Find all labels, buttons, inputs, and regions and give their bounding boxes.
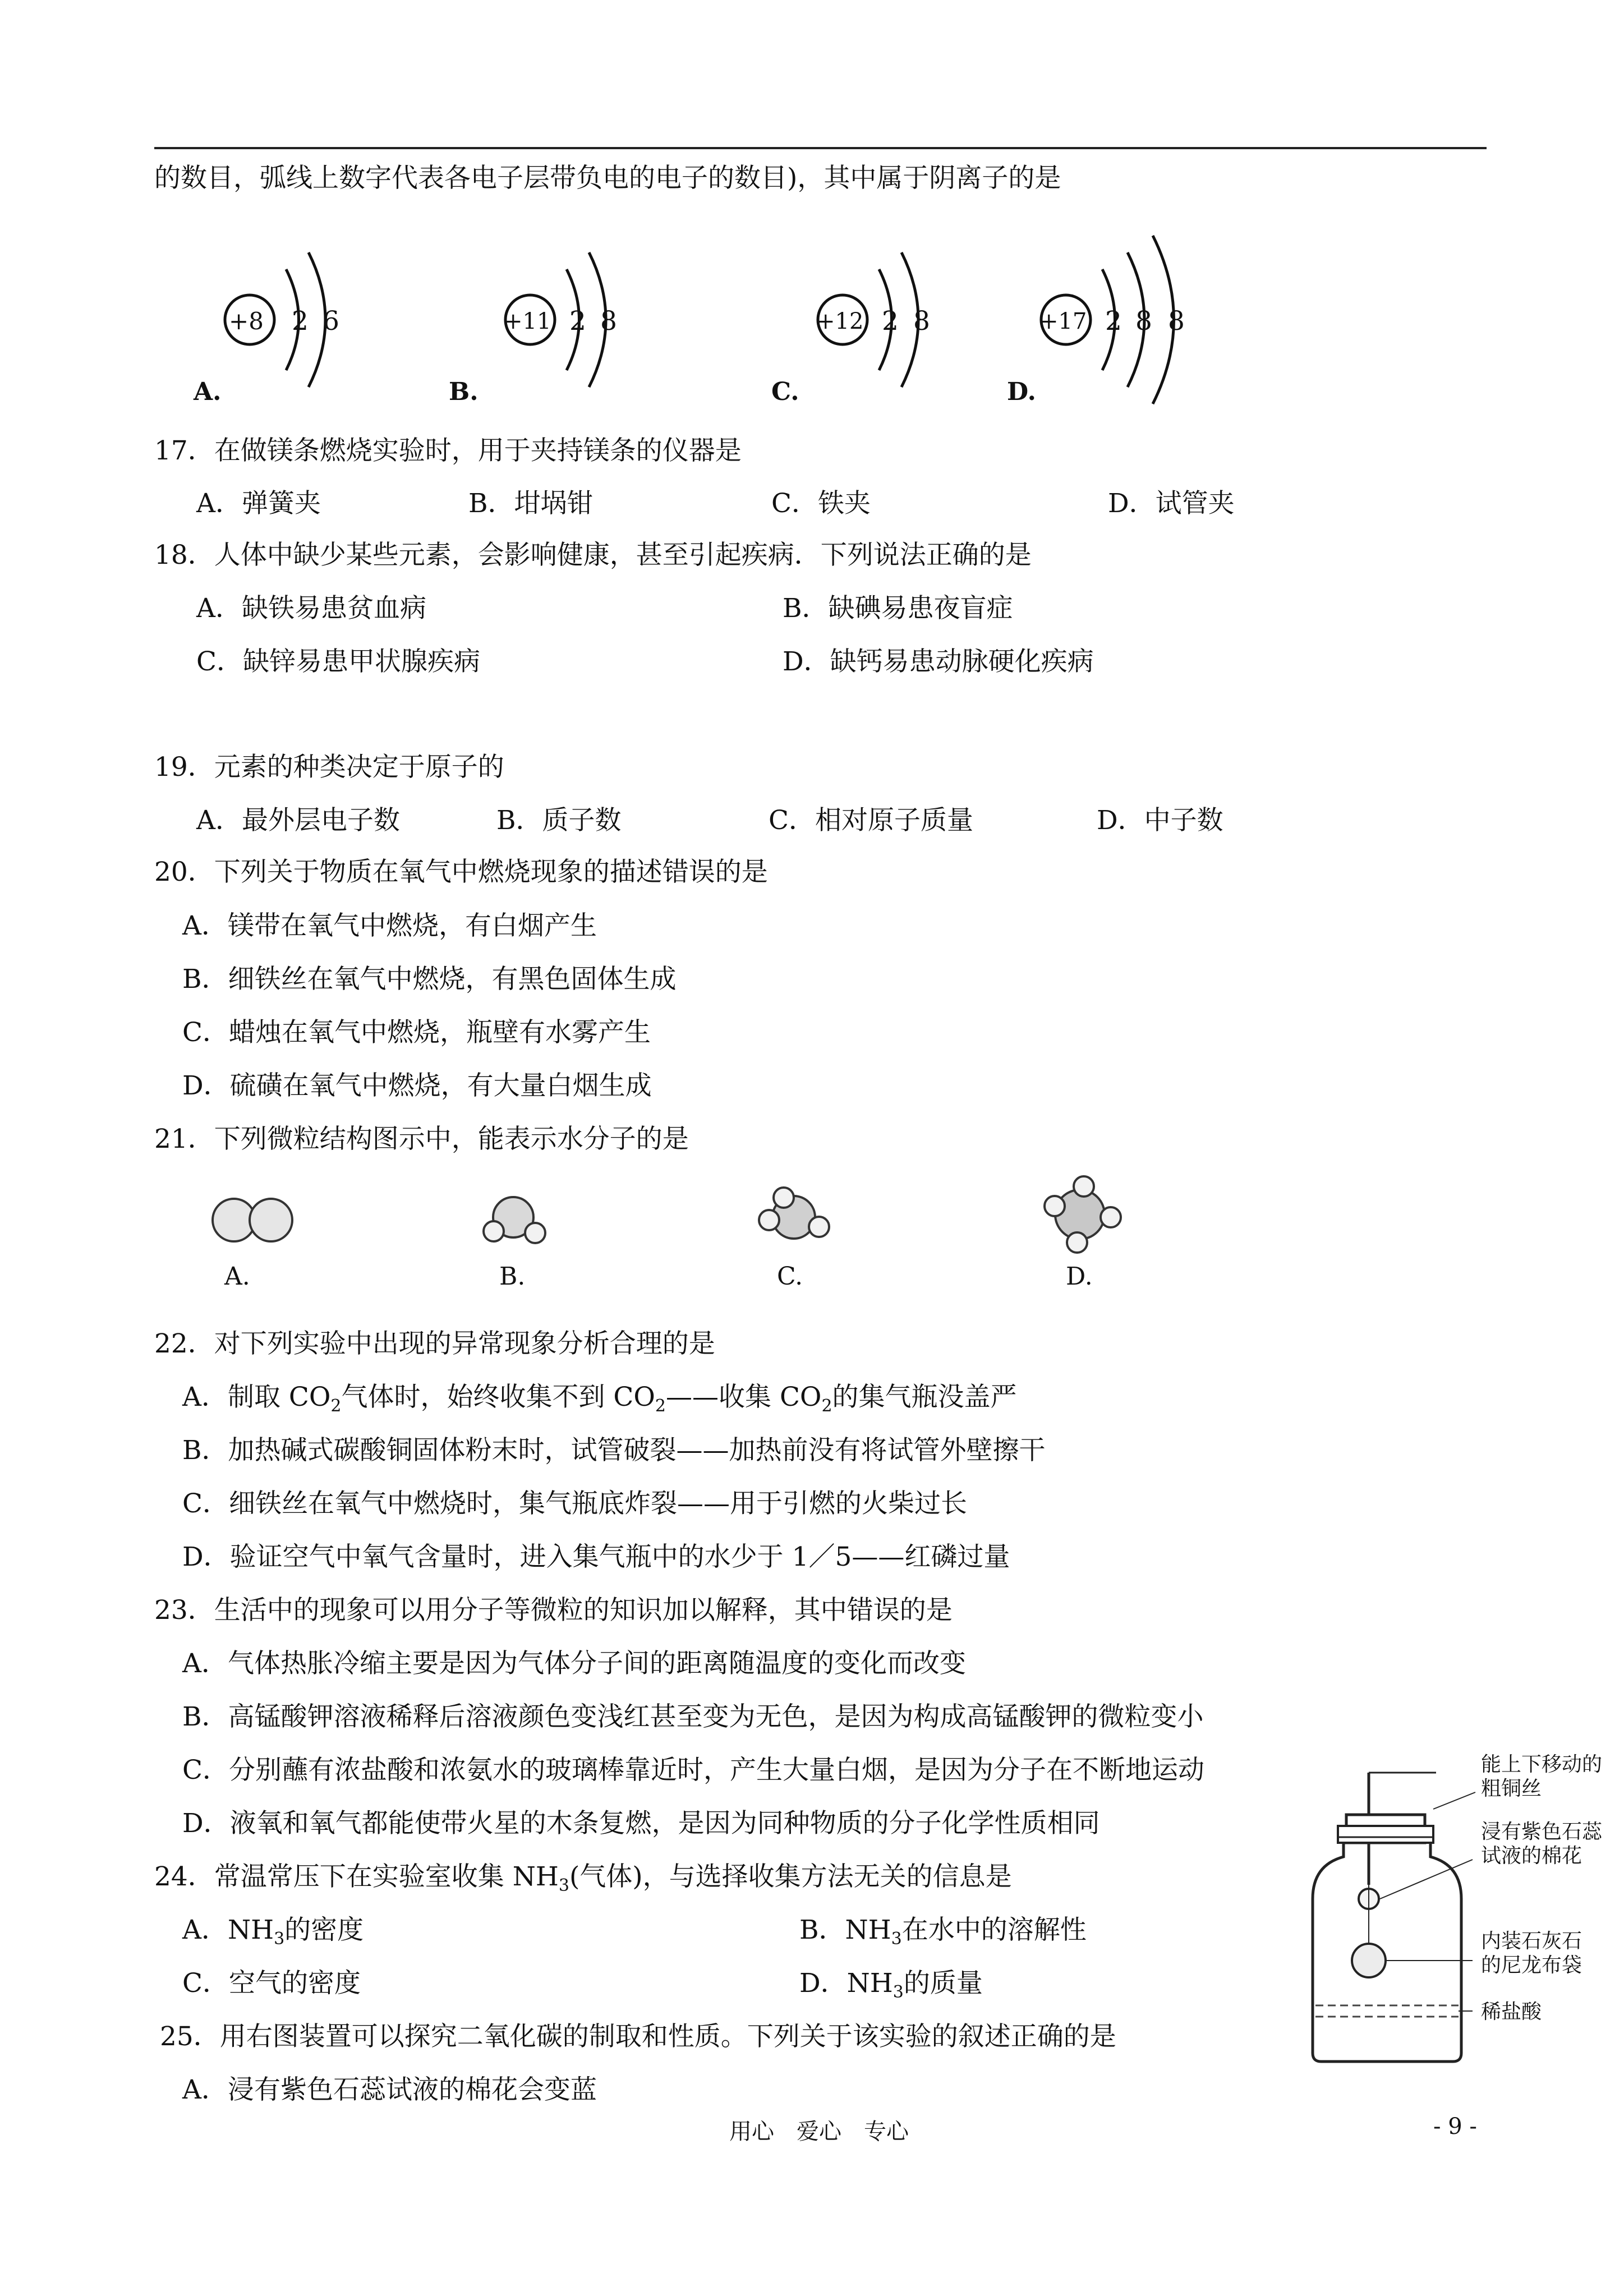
nucleus-a: +8 [229, 307, 264, 335]
label-b: B. [449, 378, 479, 406]
q19-stem: 19．元素的种类决定于原子的 [154, 752, 504, 783]
label-a: A. [194, 378, 222, 406]
q18-option-d[interactable]: D．缺钙易患动脉硬化疾病 [783, 646, 1094, 677]
q19-option-b[interactable]: B．质子数 [496, 805, 622, 836]
molecule-diagram-d [1032, 1175, 1128, 1254]
shell-c-1: 2 [882, 306, 899, 337]
q23-option-d[interactable]: D．液氧和氧气都能使带火星的木条复燃，是因为同种物质的分子化学性质相同 [182, 1808, 1100, 1839]
molecule-diagram-a [210, 1195, 300, 1245]
atom-diagram-a [213, 236, 314, 370]
q20-option-c[interactable]: C．蜡烛在氧气中燃烧，瓶壁有水雾产生 [182, 1017, 651, 1048]
intro-line: 的数目，弧线上数字代表各电子层带负电的电子的数目)，其中属于阴离子的是 [154, 163, 1061, 194]
q24-option-d[interactable]: D．$NH_3$的质量 [799, 1968, 983, 2002]
q20-stem: 20．下列关于物质在氧气中燃烧现象的描述错误的是 [154, 857, 768, 887]
q18-option-a[interactable]: A．缺铁易患贫血病 [196, 593, 426, 624]
q17-option-b[interactable]: B．坩埚钳 [468, 488, 594, 519]
q17-option-a[interactable]: A．弹簧夹 [196, 488, 321, 519]
shell-a-2: 6 [323, 306, 339, 337]
q21-label-a[interactable]: A. [224, 1262, 250, 1291]
shell-a-1: 2 [292, 306, 309, 337]
q22-stem: 22．对下列实验中出现的异常现象分析合理的是 [154, 1328, 715, 1359]
q24-option-b[interactable]: B．$NH_3$在水中的溶解性 [799, 1915, 1087, 1949]
header-rule [154, 147, 1487, 149]
shell-d-2: 8 [1135, 306, 1152, 337]
q20-option-a[interactable]: A．镁带在氧气中燃烧，有白烟产生 [182, 910, 597, 941]
molecule-diagram-c [749, 1186, 839, 1248]
q20-option-b[interactable]: B．细铁丝在氧气中燃烧，有黑色固体生成 [182, 964, 677, 995]
co2-apparatus-diagram [1304, 1759, 1602, 2078]
q19-option-d[interactable]: D．中子数 [1097, 805, 1223, 836]
shell-c-2: 8 [913, 306, 930, 337]
q23-option-a[interactable]: A．气体热胀冷缩主要是因为气体分子间的距离随温度的变化而改变 [182, 1648, 966, 1679]
q25-stem: 25．用右图装置可以探究二氧化碳的制取和性质。下列关于该实验的叙述正确的是 [160, 2021, 1116, 2052]
q22-option-d[interactable]: D．验证空气中氧气含量时，进入集气瓶中的水少于 1／5——红磷过量 [182, 1542, 1010, 1572]
apparatus-label-wire-2: 粗铜丝 [1481, 1777, 1542, 1800]
q19-option-c[interactable]: C．相对原子质量 [769, 805, 973, 836]
apparatus-label-wire-1: 能上下移动的 [1481, 1753, 1603, 1776]
q21-label-c[interactable]: C. [777, 1262, 803, 1291]
nucleus-c: +12 [816, 309, 864, 334]
nucleus-b: +11 [504, 309, 551, 334]
q24-option-a[interactable]: A．$NH_3$的密度 [182, 1915, 364, 1949]
label-d: D. [1007, 378, 1036, 406]
q18-option-b[interactable]: B．缺碘易患夜盲症 [783, 593, 1013, 624]
atom-diagram-b [494, 236, 595, 370]
q21-label-d[interactable]: D. [1066, 1262, 1093, 1291]
q22-option-a[interactable]: A．制取 $CO_2$气体时，始终收集不到 $CO_2——$收集 $CO_2$的集气瓶没盖严 [182, 1382, 1017, 1416]
apparatus-label-cotton-2: 试液的棉花 [1481, 1844, 1582, 1867]
shell-b-2: 8 [600, 306, 617, 337]
page-number: - 9 - [1433, 2114, 1477, 2139]
q20-option-d[interactable]: D．硫磺在氧气中燃烧，有大量白烟生成 [182, 1070, 652, 1101]
nucleus-d: +17 [1039, 309, 1087, 334]
apparatus-label-acid: 稀盐酸 [1481, 2000, 1542, 2023]
q22-option-c[interactable]: C．细铁丝在氧气中燃烧时，集气瓶底炸裂——用于引燃的火柴过长 [182, 1488, 967, 1519]
shell-d-1: 2 [1105, 306, 1122, 337]
shell-d-3: 8 [1168, 306, 1185, 337]
q23-stem: 23．生活中的现象可以用分子等微粒的知识加以解释，其中错误的是 [154, 1595, 953, 1626]
q23-option-c[interactable]: C．分别蘸有浓盐酸和浓氨水的玻璃棒靠近时，产生大量白烟，是因为分子在不断地运动 [182, 1755, 1204, 1786]
q18-option-c[interactable]: C．缺锌易患甲状腺疾病 [196, 646, 480, 677]
q23-option-b[interactable]: B．高锰酸钾溶液稀释后溶液颜色变浅红甚至变为无色，是因为构成高锰酸钾的微粒变小 [182, 1701, 1204, 1732]
q19-option-a[interactable]: A．最外层电子数 [196, 805, 400, 836]
shell-b-1: 2 [569, 306, 586, 337]
q17-stem: 17．在做镁条燃烧实验时，用于夹持镁条的仪器是 [154, 435, 742, 466]
molecule-diagram-b [477, 1189, 555, 1245]
q22-option-b[interactable]: B．加热碱式碳酸铜固体粉末时，试管破裂——加热前没有将试管外壁擦干 [182, 1435, 1046, 1466]
q17-option-c[interactable]: C．铁夹 [771, 488, 871, 519]
apparatus-label-bag-1: 内装石灰石 [1481, 1930, 1582, 1953]
label-c: C. [771, 378, 799, 406]
apparatus-label-cotton-1: 浸有紫色石蕊 [1481, 1820, 1603, 1843]
atom-diagram-c [806, 236, 907, 370]
q24-stem: 24．常温常压下在实验室收集 $NH_3$(气体)，与选择收集方法无关的信息是 [154, 1861, 1012, 1895]
apparatus-label-bag-2: 的尼龙布袋 [1481, 1954, 1582, 1977]
footer-motto: 用心 爱心 专心 [729, 2119, 909, 2145]
q21-label-b[interactable]: B. [499, 1262, 526, 1291]
q24-option-c[interactable]: C．空气的密度 [182, 1968, 361, 1999]
q21-stem: 21．下列微粒结构图示中，能表示水分子的是 [154, 1124, 689, 1154]
atom-diagram-d [1029, 230, 1198, 376]
q17-option-d[interactable]: D．试管夹 [1108, 488, 1235, 519]
q18-stem: 18．人体中缺少某些元素，会影响健康，甚至引起疾病．下列说法正确的是 [154, 540, 1032, 570]
q25-option-a[interactable]: A．浸有紫色石蕊试液的棉花会变蓝 [182, 2074, 597, 2105]
